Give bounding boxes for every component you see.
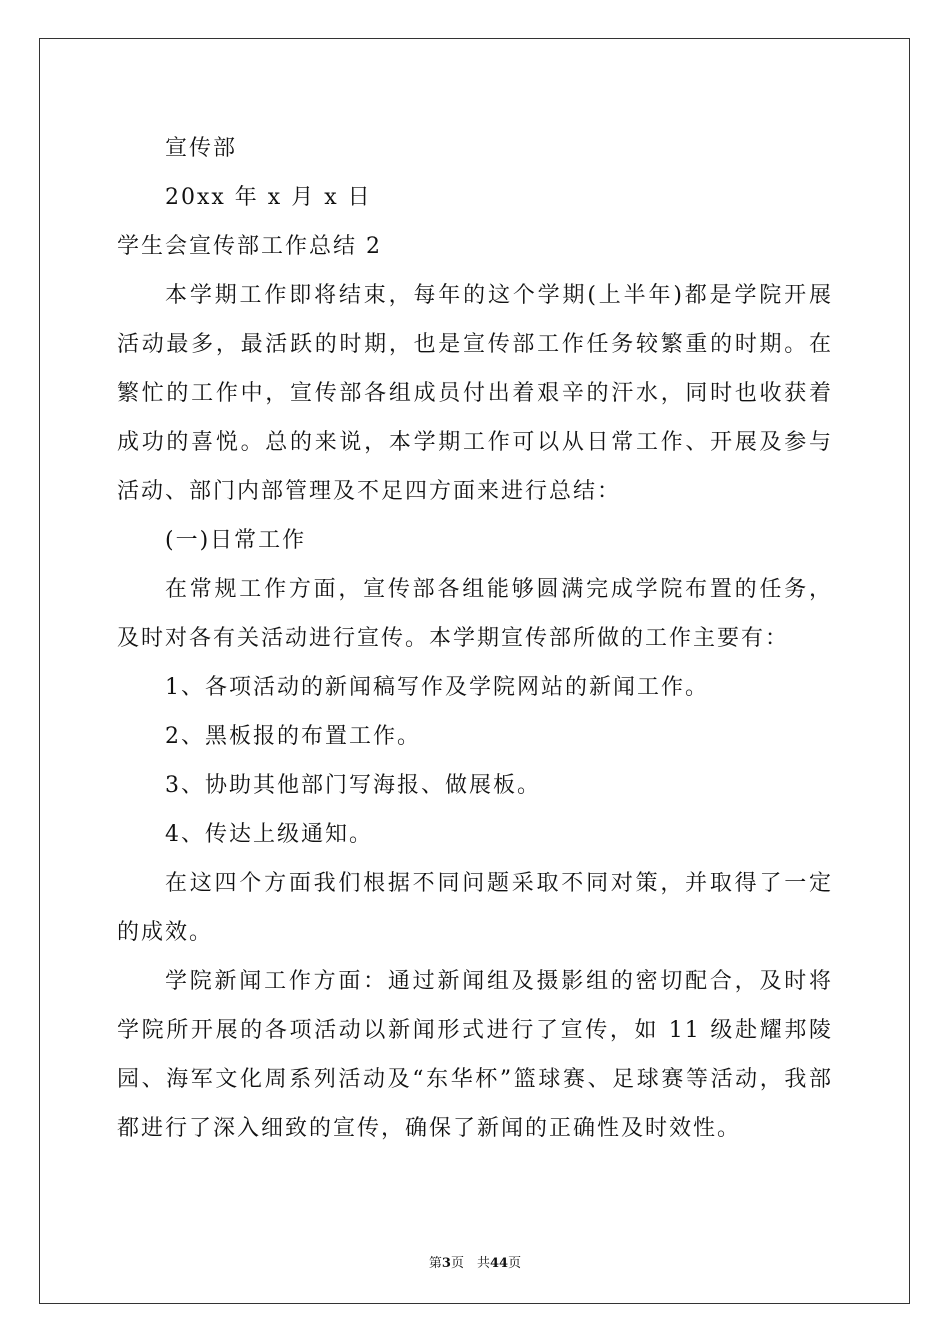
document-body: [117, 124, 833, 1153]
list-item: 4、传达上级通知。: [165, 822, 373, 847]
section-title: 学生会宣传部工作总结 2: [117, 234, 382, 259]
footer-total-pages: 44: [489, 1256, 509, 1271]
footer-page-number: 3: [441, 1256, 451, 1271]
list-item: 1、各项活动的新闻稿写作及学院网站的新闻工作。: [165, 675, 709, 700]
summary-paragraph: 在这四个方面我们根据不同问题采取不同对策，并取得了一定的成效。: [117, 871, 833, 945]
signature-date: 20xx 年 x 月 x 日: [165, 185, 372, 210]
news-paragraph: 学院新闻工作方面：通过新闻组及摄影组的密切配合，及时将学院所开展的各项活动以新闻形式进行了宣传，如 11 级赴耀邦陵园、海军文化周系列活动及“东华杯”篮球赛、足球赛等活动，我部都进行了深入细致的宣传，确保了新闻的正确性及时效性。: [117, 969, 833, 1141]
daily-work-paragraph: 在常规工作方面，宣传部各组能够圆满完成学院布置的任务，及时对各有关活动进行宣传。本学期宣传部所做的工作主要有：: [117, 577, 833, 651]
intro-paragraph: 本学期工作即将结束，每年的这个学期(上半年)都是学院开展活动最多，最活跃的时期，也是宣传部工作任务较繁重的时期。在繁忙的工作中，宣传部各组成员付出着艰辛的汗水，同时也收获着成功的喜悦。总的来说，本学期工作可以从日常工作、开展及参与活动、部门内部管理及不足四方面来进行总结：: [117, 283, 833, 504]
heading-daily-work: (一)日常工作: [165, 528, 307, 553]
list-item: 2、黑板报的布置工作。: [165, 724, 421, 749]
footer-prefix: 第: [428, 1256, 442, 1271]
page-footer: [0, 1252, 950, 1271]
footer-suffix: 页: [508, 1256, 522, 1271]
signature-department: 宣传部: [165, 136, 238, 161]
footer-mid: 页 共: [450, 1256, 490, 1271]
list-item: 3、协助其他部门写海报、做展板。: [165, 773, 541, 798]
